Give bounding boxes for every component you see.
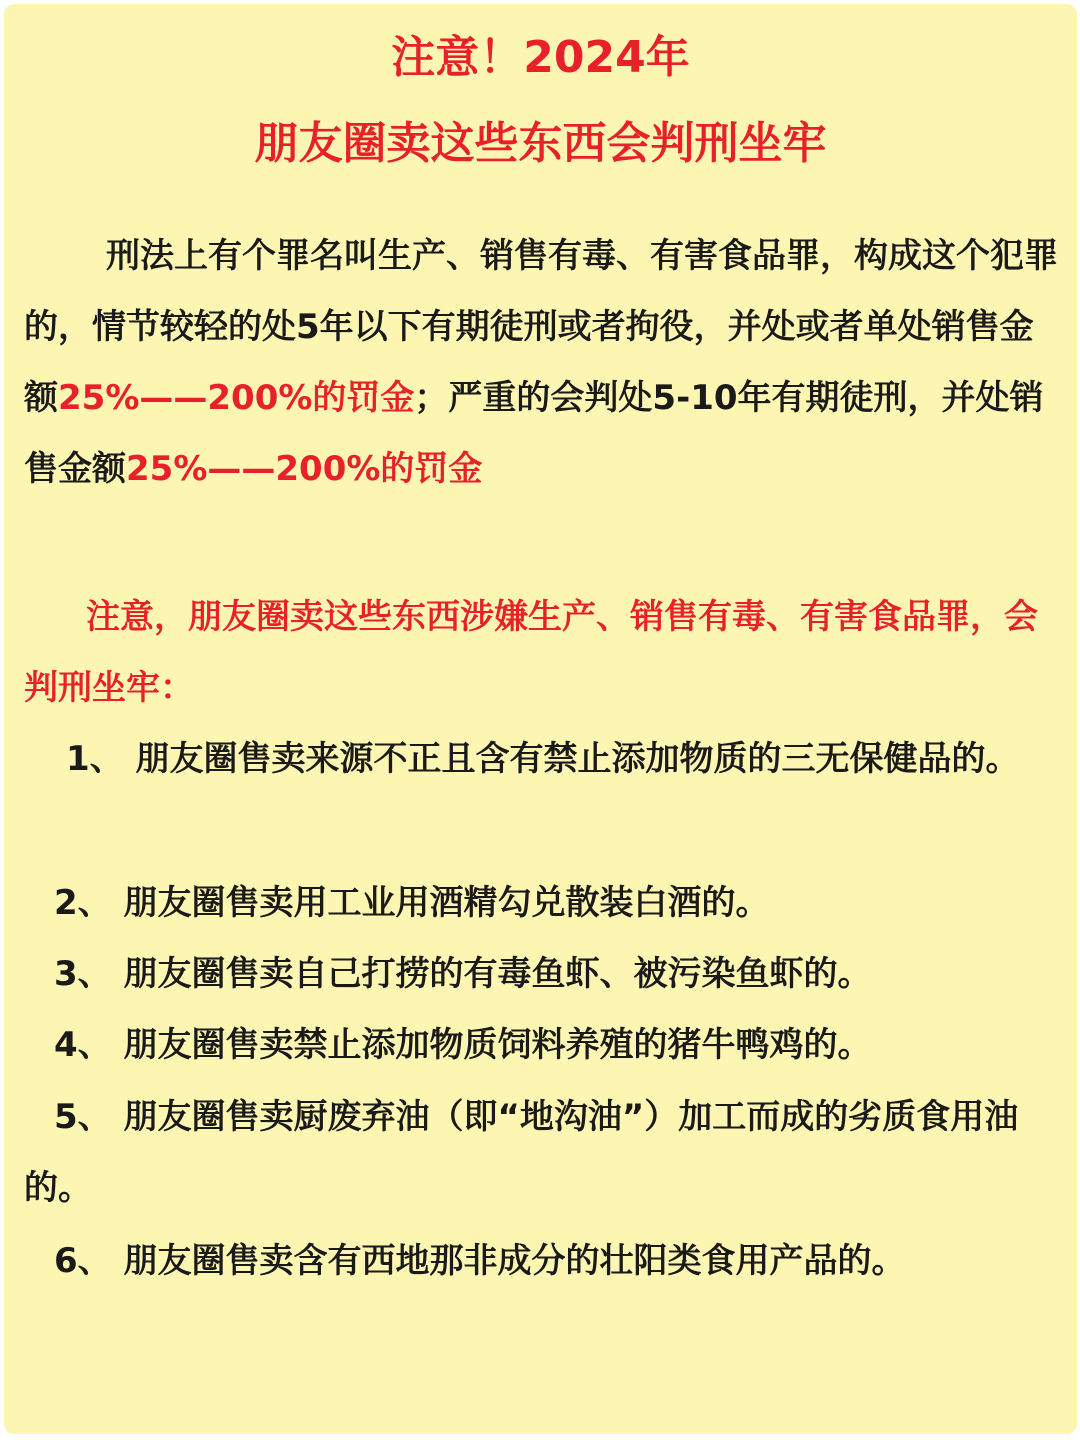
list-item (24, 868, 1069, 939)
list-item (24, 1010, 1069, 1081)
list-item-number: 2、 (54, 883, 112, 923)
title-line-2: 朋友圈卖这些东西会判刑坐牢 (254, 118, 827, 169)
warning-paragraph: 注意，朋友圈卖这些东西涉嫌生产、销售有毒、有害食品罪，会判刑坐牢： (24, 597, 1038, 708)
title-line-1: 注意！2024年 (391, 32, 690, 83)
notice-card (4, 4, 1077, 1434)
list-item-number: 3、 (54, 954, 112, 994)
list-item-text: 朋友圈售卖用工业用酒精勾兑散装白酒的。 (123, 883, 770, 923)
list-item-text: 朋友圈售卖来源不正且含有禁止添加物质的三无保健品的。 (135, 739, 1020, 779)
list-item-number: 5、 (54, 1097, 112, 1137)
list-item-text: 朋友圈售卖自己打捞的有毒鱼虾、被污染鱼虾的。 (123, 954, 872, 994)
list-item (24, 724, 1069, 795)
list-item-text: 朋友圈售卖厨废弃油（即“地沟油”）加工而成的劣质食用油的。 (24, 1097, 1019, 1208)
list-item (24, 1226, 1069, 1297)
fine-range-2: 25%——200%的罚金 (126, 449, 483, 489)
list-item (24, 939, 1069, 1010)
intro-text-2: ；严重的会判处5-10年有期徒刑，并处销售金额 (24, 378, 1044, 489)
list-item-number: 6、 (54, 1241, 112, 1281)
list-item (24, 1082, 1069, 1224)
list-item-text: 朋友圈售卖含有西地那非成分的壮阳类食用产品的。 (123, 1241, 906, 1281)
fine-range-1: 25%——200%的罚金 (58, 378, 415, 418)
list-item-text: 朋友圈售卖禁止添加物质饲料养殖的猪牛鸭鸡的。 (123, 1025, 872, 1065)
intro-text-1: 刑法上有个罪名叫生产、销售有毒、有害食品罪，构成这个犯罪的，情节较轻的处5年以下有期徒刑或者拘役，并处或者单处销售金额 (24, 236, 1058, 418)
list-item-number: 4、 (54, 1025, 112, 1065)
list-item-number: 1、 (66, 739, 124, 779)
intro-paragraph (24, 221, 1064, 505)
